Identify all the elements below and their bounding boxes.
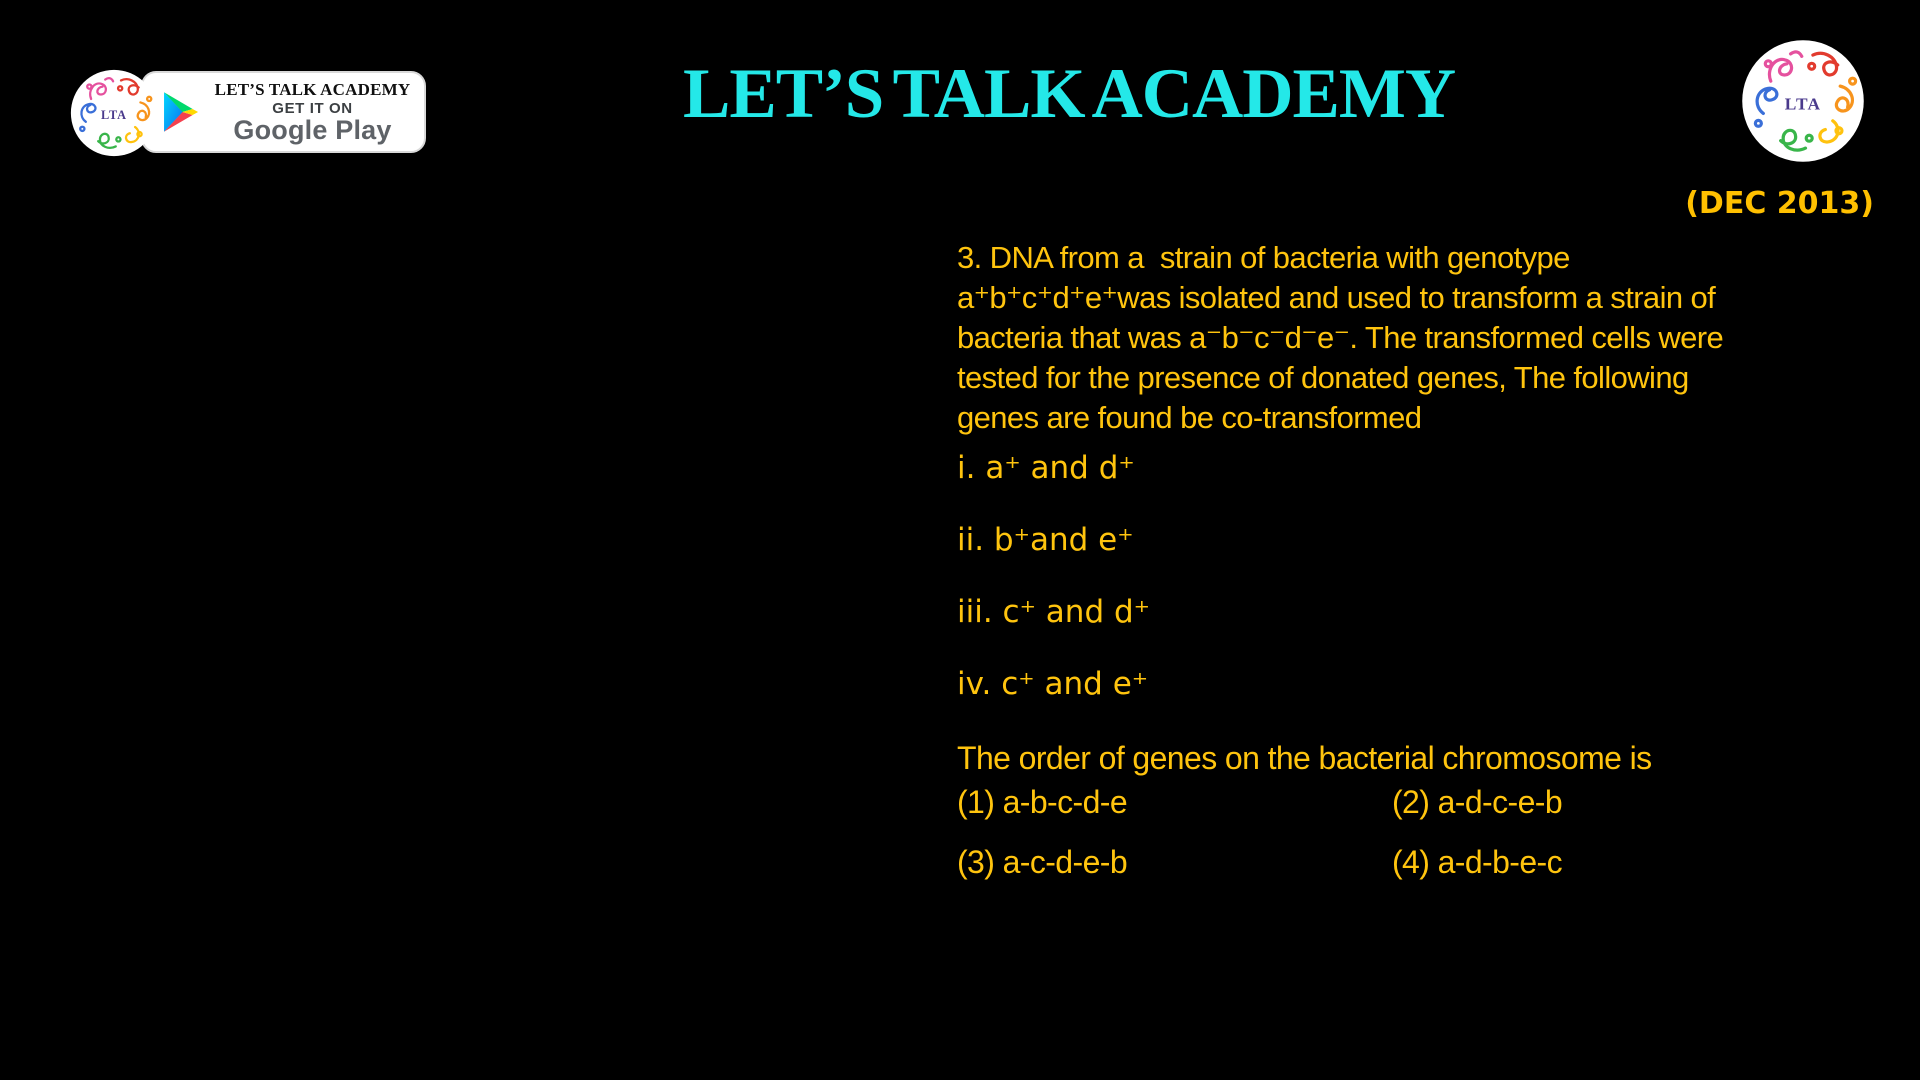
lta-logo-left (70, 69, 158, 157)
badge-academy-label: LET’S TALK ACADEMY (214, 79, 411, 99)
lta-ribbon-logo-icon (1741, 39, 1865, 163)
question-line: a⁺b⁺c⁺d⁺e⁺was isolated and used to transform a strain of (957, 280, 1716, 315)
question-line: bacteria that was a⁻b⁻c⁻d⁻e⁻. The transformed cells were (957, 320, 1724, 355)
answer-option-1: (1) a-b-c-d-e (957, 784, 1128, 820)
answer-option-2: (2) a-d-c-e-b (1392, 784, 1563, 820)
badge-text-block (211, 81, 414, 144)
answer-option-4: (4) a-d-b-e-c (1392, 844, 1563, 880)
google-play-badge[interactable] (141, 71, 426, 153)
badge-store-name: Google Play (233, 114, 392, 145)
lta-ribbon-logo-icon (70, 69, 158, 157)
badge-get-it-on-label: GET IT ON (272, 99, 353, 117)
answer-option-3: (3) a-c-d-e-b (957, 844, 1128, 880)
question-line: 3. DNA from a strain of bacteria with genotype (957, 240, 1570, 275)
google-play-icon (159, 89, 201, 135)
subitem-i: i. a⁺ and d⁺ (957, 450, 1135, 486)
exam-date-tag: (DEC 2013) (1685, 186, 1874, 221)
question-prompt: The order of genes on the bacterial chromosome is (957, 740, 1652, 776)
question-text (957, 238, 1723, 438)
page-title: LET’S TALK ACADEMY (683, 55, 1456, 133)
subitem-ii: ii. b⁺and e⁺ (957, 522, 1134, 558)
question-line: tested for the presence of donated genes, The following (957, 360, 1689, 395)
question-line: genes are found be co-transformed (957, 400, 1422, 435)
subitem-iv: iv. c⁺ and e⁺ (957, 666, 1149, 702)
subitem-iii: iii. c⁺ and d⁺ (957, 594, 1151, 630)
lta-logo-right (1741, 39, 1865, 163)
